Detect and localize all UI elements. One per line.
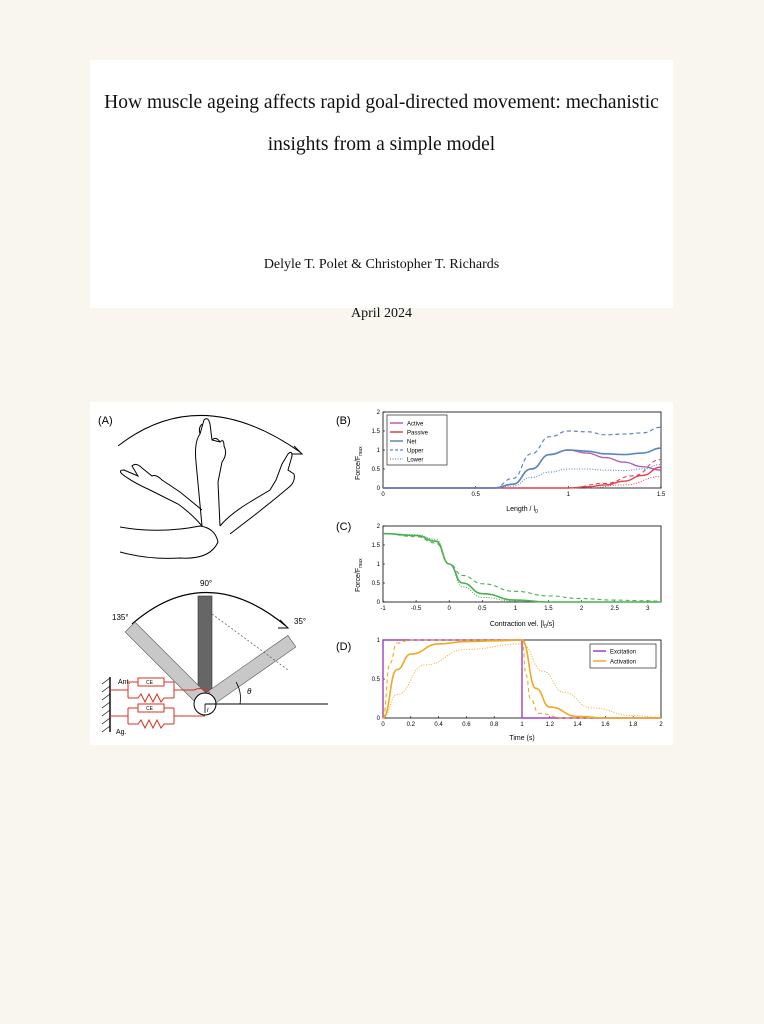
panel-d-ytick-label: 0 xyxy=(376,716,380,722)
panel-c-lines xyxy=(383,534,661,602)
paper-date: April 2024 xyxy=(350,306,413,321)
panel-b-xtick-label: 1 xyxy=(566,492,571,498)
panel-b-xtick-label: 0.5 xyxy=(471,492,480,498)
ant-label: Ant. xyxy=(118,679,131,686)
panel-b-ytick-label: 1 xyxy=(376,448,380,454)
radius-label: r xyxy=(207,708,209,714)
panel-d-legend xyxy=(590,644,656,668)
panel-b-legend xyxy=(387,415,447,465)
legend-excitation: Excitation xyxy=(610,649,637,656)
bar-35 xyxy=(201,635,296,707)
panel-b-ylabel: Force/$F_{max}$ xyxy=(355,446,364,480)
panel-c-xtick-label: -0.5 xyxy=(410,606,422,612)
panel-c xyxy=(336,521,661,630)
paper-title xyxy=(90,82,673,166)
ce-label-ag: CE xyxy=(146,706,153,712)
legend-activation: Activation xyxy=(610,659,637,666)
panel-c-xlabel: Contraction vel. $[l_0/s]$ xyxy=(489,621,555,630)
panel-d-xtick-label: 0.6 xyxy=(462,722,471,728)
panel-d-label: (D) xyxy=(336,641,352,653)
figure-svg xyxy=(90,402,673,745)
panel-d-xtick-label: 1.2 xyxy=(545,722,554,728)
ce-label-ant: CE xyxy=(146,680,153,686)
panel-d-xtick-label: 0.4 xyxy=(434,722,443,728)
title-card xyxy=(90,60,673,321)
panel-c-xtick-label: -1 xyxy=(380,606,386,612)
theta-label: θ xyxy=(247,687,252,696)
panel-d-xlabel: Time (s) xyxy=(509,735,535,742)
panel-d-xtick-label: 0.2 xyxy=(406,722,415,728)
bar-90 xyxy=(198,596,212,702)
legend-upper: Upper xyxy=(407,448,424,455)
panel-b-ytick-label: 0 xyxy=(376,486,380,492)
title-line-2: insights from a simple model xyxy=(267,134,496,155)
panel-d xyxy=(336,638,663,742)
segment-diagram xyxy=(102,579,328,736)
title-line-1: How muscle ageing affects rapid goal-directed movement: mechanistic xyxy=(104,92,659,113)
panel-c-label: (C) xyxy=(336,521,352,533)
panel-b-xlabel: Length / $l_0$ xyxy=(506,506,538,515)
panel-d-xtick-label: 2 xyxy=(659,722,663,728)
panel-d-xtick-label: 1.6 xyxy=(601,722,610,728)
panel-c-xtick-label: 0.5 xyxy=(478,606,487,612)
panel-b-label: (B) xyxy=(336,415,351,427)
panel-d-ytick-label: 0.5 xyxy=(371,677,380,683)
panel-c-xtick-label: 1.5 xyxy=(544,606,553,612)
panel-c-ylabel: Force/$F_{max}$ xyxy=(355,558,364,592)
wall-hatch xyxy=(102,678,110,732)
panel-c-ytick-label: 1 xyxy=(376,562,380,568)
panel-c-ytick-label: 1.5 xyxy=(371,543,380,549)
panel-b-ytick-label: 0.5 xyxy=(371,467,380,473)
panel-c-xtick-label: 1 xyxy=(513,606,518,612)
angle-35-label: 35° xyxy=(294,617,307,626)
legend-passive: Passive xyxy=(407,430,429,437)
panel-d-xtick-label: 1 xyxy=(520,722,524,728)
circuit-ag xyxy=(110,704,205,728)
panel-b-ytick-label: 2 xyxy=(376,410,380,416)
bar-135 xyxy=(125,622,210,707)
fv-upper-line xyxy=(383,534,661,602)
passive-lower-line xyxy=(587,477,661,488)
panel-b-xtick-label: 0 xyxy=(381,492,385,498)
panel-b-xtick-label: 1.5 xyxy=(656,492,666,498)
legend-net: Net xyxy=(407,439,417,446)
panel-c-xtick-label: 2.5 xyxy=(610,606,619,612)
panel-c-xtick-label: 3 xyxy=(646,606,650,612)
ag-label: Ag. xyxy=(116,729,127,736)
panel-c-ytick-label: 0.5 xyxy=(371,581,380,587)
panel-d-ytick-label: 1 xyxy=(376,638,380,644)
legend-lower: Lower xyxy=(407,457,424,464)
angle-135-label: 135° xyxy=(112,613,129,622)
figure-1 xyxy=(90,402,673,745)
panel-a xyxy=(98,415,328,736)
panel-c-xtick-label: 0 xyxy=(447,606,451,612)
arm-sketch-icon xyxy=(120,419,294,559)
paper-authors: Delyle T. Polet & Christopher T. Richards xyxy=(263,257,500,272)
panel-b-ytick-label: 1.5 xyxy=(371,429,380,435)
panel-d-xtick-label: 1.8 xyxy=(629,722,638,728)
panel-d-xtick-label: 0 xyxy=(381,722,385,728)
panel-b xyxy=(336,410,666,515)
panel-d-xtick-label: 1.4 xyxy=(573,722,582,728)
panel-a-label: (A) xyxy=(98,415,113,427)
panel-d-xtick-label: 0.8 xyxy=(490,722,499,728)
angle-90-label: 90° xyxy=(200,579,213,588)
panel-c-ytick-label: 0 xyxy=(376,600,380,606)
panel-c-xtick-label: 2 xyxy=(579,606,584,612)
legend-active: Active xyxy=(407,421,424,428)
panel-c-ytick-label: 2 xyxy=(376,524,380,530)
